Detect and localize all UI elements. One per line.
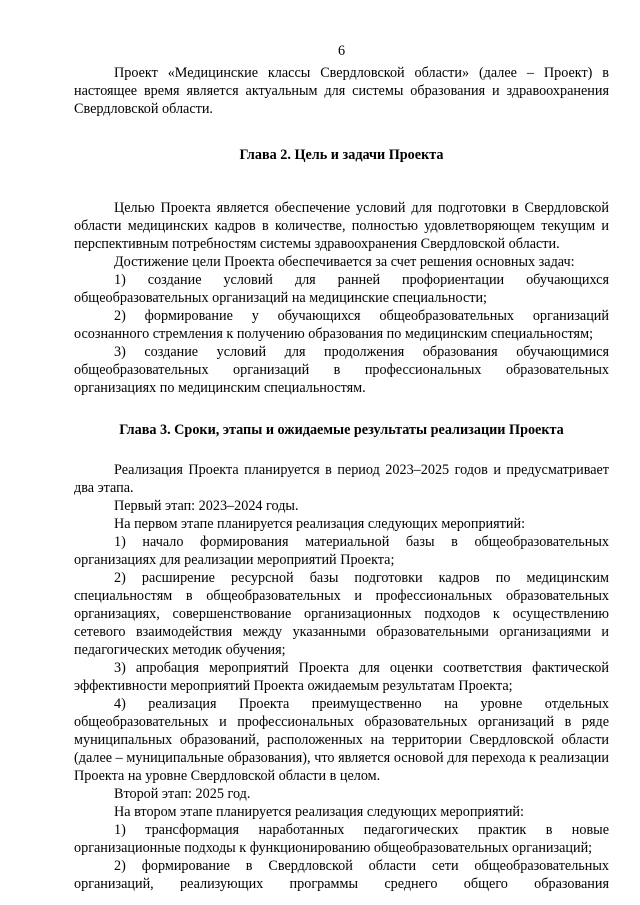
chapter-2-goal-paragraph: Целью Проекта является обеспечение условий для подготовки в Свердловской области медицинских кадров в количестве, полностью удовлетворяющем текущим и перспективным потребностям системы здравоохранения Свердловской области.: [74, 200, 609, 252]
intro-paragraph: Проект «Медицинские классы Свердловской области» (далее – Проект) в настоящее время является актуальным для системы образования и здравоохранения Свердловской области.: [74, 65, 609, 117]
chapter-2-task-3: 3) создание условий для продолжения образования обучающимися общеобразовательных организаций в профессиональных образовательных организациях по медицинским специальностям.: [74, 344, 609, 396]
stage-1-title: Первый этап: 2023–2024 годы.: [114, 498, 299, 514]
stage-2-item-2: 2) формирование в Свердловской области сети общеобразовательных организаций, реализующих программы среднего общего образования: [74, 858, 609, 892]
stage-1-item-2: 2) расширение ресурсной базы подготовки кадров по медицинским специальностям в общеобразовательных и профессиональных образовательных организациях, совершенствование организационных подходов к осуществлению сетевого взаимодействия между указанными образовательными организациями и педагогических методик обучения;: [74, 570, 609, 658]
chapter-3-heading: Глава 3. Сроки, этапы и ожидаемые результаты реализации Проекта: [119, 422, 564, 438]
stage-2-intro: На втором этапе планируется реализация следующих мероприятий:: [114, 804, 524, 820]
chapter-2-task-2: 2) формирование у обучающихся общеобразовательных организаций осознанного стремления к получению образования по медицинским специальностям;: [74, 308, 609, 342]
stage-1-item-1: 1) начало формирования материальной базы в общеобразовательных организациях для реализации мероприятий Проекта;: [74, 534, 609, 568]
chapter-3-period-paragraph: Реализация Проекта планируется в период 2023–2025 годов и предусматривает два этапа.: [74, 462, 609, 496]
chapter-2-tasks-intro: Достижение цели Проекта обеспечивается за счет решения основных задач:: [114, 254, 575, 270]
chapter-2-heading: Глава 2. Цель и задачи Проекта: [239, 147, 444, 163]
document-page: [74, 42, 609, 893]
stage-1-intro: На первом этапе планируется реализация следующих мероприятий:: [114, 516, 526, 532]
stage-2-item-1: 1) трансформация наработанных педагогических практик в новые организационные подходы к функционированию общеобразовательных организаций;: [74, 822, 609, 856]
page-number: 6: [337, 43, 346, 59]
stage-1-item-4: 4) реализация Проекта преимущественно на уровне отдельных общеобразовательных и профессиональных образовательных организаций в ряде муниципальных образований, расположенных на территории Свердловской области (далее – муниципальные образования), что является основой для перехода к реализации Проекта на уровне Свердловской области в целом.: [74, 696, 609, 784]
stage-1-item-3: 3) апробация мероприятий Проекта для оценки соответствия фактической эффективности мероприятий Проекта ожидаемым результатам Проекта;: [74, 660, 609, 694]
stage-2-title: Второй этап: 2025 год.: [114, 786, 251, 802]
chapter-2-task-1: 1) создание условий для ранней профориентации обучающихся общеобразовательных организаций на медицинские специальности;: [74, 272, 609, 306]
